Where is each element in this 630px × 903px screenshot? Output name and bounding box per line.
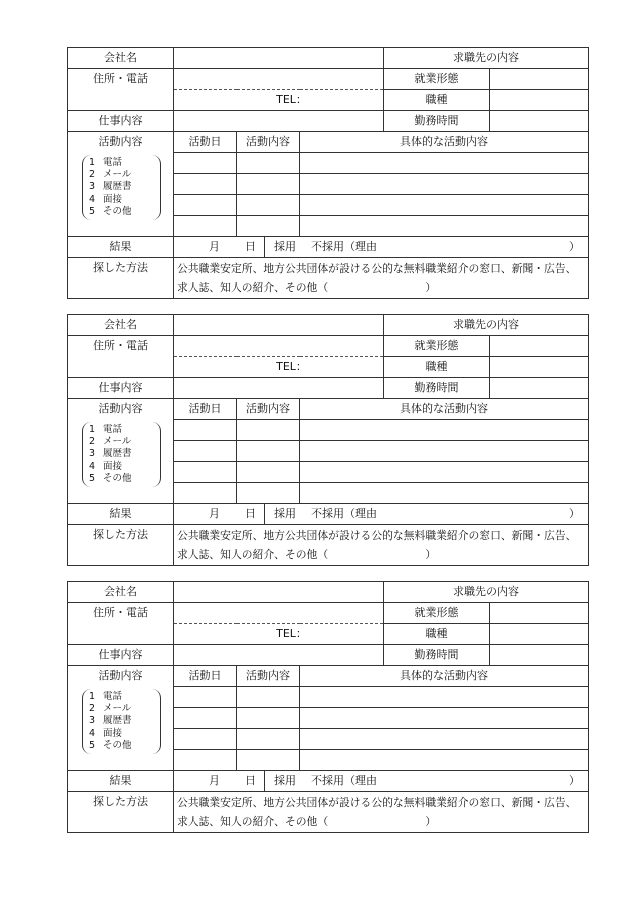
activity-content-field[interactable] [237, 708, 300, 729]
employment-type-field[interactable] [490, 69, 589, 90]
activity-type-cell [68, 132, 174, 237]
employment-type-label: 就業形態 [384, 336, 490, 357]
job-type-label: 職種 [384, 90, 490, 111]
tel-label: TEL： [276, 360, 307, 373]
job-details-header: 求職先の内容 [384, 315, 589, 336]
address-phone-label: 住所・電話 [68, 603, 174, 645]
job-description-field[interactable] [174, 378, 384, 399]
working-hours-label: 勤務時間 [384, 645, 490, 666]
search-method-text[interactable]: 公共職業安定所、地方公共団体が設ける公的な無料職業紹介の窓口、新聞・広告、求人誌、知人の紹介、その他（ ） [174, 525, 589, 566]
specific-activity-header: 具体的な活動内容 [300, 132, 589, 153]
specific-activity-field[interactable] [300, 153, 589, 174]
activity-options-list [82, 155, 161, 220]
employment-type-field[interactable] [490, 603, 589, 624]
activity-option: 1 電話 [89, 424, 123, 435]
address-field[interactable] [174, 336, 384, 357]
activity-content-field[interactable] [237, 750, 300, 771]
hired-option[interactable]: 採用 [274, 507, 296, 520]
activity-date-header: 活動日 [174, 132, 237, 153]
company-name-label: 会社名 [68, 48, 174, 69]
specific-activity-field[interactable] [300, 729, 589, 750]
activity-content-field[interactable] [237, 729, 300, 750]
activity-option: 2 メール [89, 703, 132, 715]
activity-option: 4 面接 [89, 460, 123, 472]
job-type-label: 職種 [384, 357, 490, 378]
phone-field[interactable] [174, 90, 384, 111]
activity-content-header: 活動内容 [237, 399, 300, 420]
job-details-header: 求職先の内容 [384, 48, 589, 69]
specific-activity-header: 具体的な活動内容 [300, 399, 589, 420]
not-hired-option[interactable]: 不採用（理由 [311, 507, 377, 520]
activity-type-cell [68, 666, 174, 771]
job-type-field[interactable] [490, 357, 589, 378]
specific-activity-field[interactable] [300, 420, 589, 441]
search-method-label: 探した方法 [68, 258, 174, 299]
activity-date-field[interactable] [174, 687, 237, 708]
phone-field[interactable] [174, 624, 384, 645]
activity-option: 3 履歴書 [89, 715, 132, 727]
activity-date-field[interactable] [174, 441, 237, 462]
search-method-label: 探した方法 [68, 792, 174, 833]
activity-content-field[interactable] [237, 462, 300, 483]
month-label: 月 [209, 774, 220, 787]
activity-date-field[interactable] [174, 174, 237, 195]
company-name-label: 会社名 [68, 315, 174, 336]
result-field[interactable] [174, 504, 589, 525]
close-paren: ） [569, 774, 580, 787]
job-description-label: 仕事内容 [68, 645, 174, 666]
job-search-record-table [67, 581, 589, 833]
activity-content-field[interactable] [237, 441, 300, 462]
job-description-label: 仕事内容 [68, 378, 174, 399]
activity-type-label: 活動内容 [98, 135, 143, 148]
activity-content-header: 活動内容 [237, 132, 300, 153]
specific-activity-field[interactable] [300, 195, 589, 216]
specific-activity-field[interactable] [300, 462, 589, 483]
activity-content-field[interactable] [237, 195, 300, 216]
activity-option: 1 電話 [89, 691, 123, 702]
activity-option: 4 面接 [89, 727, 123, 739]
employment-type-field[interactable] [490, 336, 589, 357]
working-hours-field[interactable] [490, 111, 589, 132]
activity-date-field[interactable] [174, 420, 237, 441]
search-method-label: 探した方法 [68, 525, 174, 566]
day-label: 日 [245, 774, 256, 787]
activity-options-list [82, 422, 161, 487]
activity-date-field[interactable] [174, 216, 237, 237]
job-details-header: 求職先の内容 [384, 582, 589, 603]
activity-content-field[interactable] [237, 687, 300, 708]
job-type-field[interactable] [490, 624, 589, 645]
search-method-text[interactable]: 公共職業安定所、地方公共団体が設ける公的な無料職業紹介の窓口、新聞・広告、求人誌、知人の紹介、その他（ ） [174, 258, 589, 299]
job-search-record-table [67, 314, 589, 566]
activity-option: 5 その他 [89, 739, 132, 751]
activity-options-list [82, 689, 161, 754]
activity-date-field[interactable] [174, 462, 237, 483]
activity-date-header: 活動日 [174, 666, 237, 687]
day-label: 日 [245, 507, 256, 520]
activity-content-field[interactable] [237, 153, 300, 174]
activity-date-field[interactable] [174, 153, 237, 174]
result-label: 結果 [68, 237, 174, 258]
hired-option[interactable]: 採用 [274, 240, 296, 253]
specific-activity-header: 具体的な活動内容 [300, 666, 589, 687]
activity-date-field[interactable] [174, 750, 237, 771]
employment-type-label: 就業形態 [384, 69, 490, 90]
activity-option: 4 面接 [89, 193, 123, 205]
company-name-field[interactable] [174, 48, 384, 69]
hired-option[interactable]: 採用 [274, 774, 296, 787]
specific-activity-field[interactable] [300, 174, 589, 195]
close-paren: ） [569, 507, 580, 520]
activity-type-label: 活動内容 [98, 402, 143, 415]
tel-label: TEL： [276, 93, 307, 106]
address-phone-label: 住所・電話 [68, 69, 174, 111]
close-paren: ） [569, 240, 580, 253]
job-description-label: 仕事内容 [68, 111, 174, 132]
specific-activity-field[interactable] [300, 441, 589, 462]
activity-option: 5 その他 [89, 472, 132, 484]
activity-option: 3 履歴書 [89, 181, 132, 193]
company-name-field[interactable] [174, 582, 384, 603]
activity-date-field[interactable] [174, 483, 237, 504]
activity-option: 1 電話 [89, 157, 123, 168]
tel-label: TEL： [276, 627, 307, 640]
activity-option: 5 その他 [89, 205, 132, 217]
company-name-field[interactable] [174, 315, 384, 336]
activity-content-field[interactable] [237, 174, 300, 195]
employment-type-label: 就業形態 [384, 603, 490, 624]
specific-activity-field[interactable] [300, 216, 589, 237]
job-description-field[interactable] [174, 111, 384, 132]
working-hours-field[interactable] [490, 378, 589, 399]
working-hours-label: 勤務時間 [384, 111, 490, 132]
activity-option: 2 メール [89, 169, 132, 181]
address-phone-label: 住所・電話 [68, 336, 174, 378]
address-field[interactable] [174, 603, 384, 624]
activity-option: 3 履歴書 [89, 448, 132, 460]
activity-content-field[interactable] [237, 483, 300, 504]
not-hired-option[interactable]: 不採用（理由 [311, 774, 377, 787]
month-label: 月 [209, 240, 220, 253]
activity-date-field[interactable] [174, 195, 237, 216]
result-label: 結果 [68, 771, 174, 792]
result-field[interactable] [174, 771, 589, 792]
specific-activity-field[interactable] [300, 687, 589, 708]
specific-activity-field[interactable] [300, 750, 589, 771]
working-hours-label: 勤務時間 [384, 378, 490, 399]
specific-activity-field[interactable] [300, 708, 589, 729]
company-name-label: 会社名 [68, 582, 174, 603]
not-hired-option[interactable]: 不採用（理由 [311, 240, 377, 253]
activity-date-header: 活動日 [174, 399, 237, 420]
working-hours-field[interactable] [490, 645, 589, 666]
activity-type-cell [68, 399, 174, 504]
job-type-field[interactable] [490, 90, 589, 111]
address-field[interactable] [174, 69, 384, 90]
search-method-text[interactable]: 公共職業安定所、地方公共団体が設ける公的な無料職業紹介の窓口、新聞・広告、求人誌、知人の紹介、その他（ ） [174, 792, 589, 833]
job-description-field[interactable] [174, 645, 384, 666]
activity-date-field[interactable] [174, 708, 237, 729]
activity-type-label: 活動内容 [98, 669, 143, 682]
activity-content-header: 活動内容 [237, 666, 300, 687]
job-search-record-table [67, 47, 589, 299]
job-type-label: 職種 [384, 624, 490, 645]
phone-field[interactable] [174, 357, 384, 378]
result-label: 結果 [68, 504, 174, 525]
day-label: 日 [245, 240, 256, 253]
activity-content-field[interactable] [237, 420, 300, 441]
activity-option: 2 メール [89, 436, 132, 448]
result-field[interactable] [174, 237, 589, 258]
activity-date-field[interactable] [174, 729, 237, 750]
month-label: 月 [209, 507, 220, 520]
specific-activity-field[interactable] [300, 483, 589, 504]
activity-content-field[interactable] [237, 216, 300, 237]
